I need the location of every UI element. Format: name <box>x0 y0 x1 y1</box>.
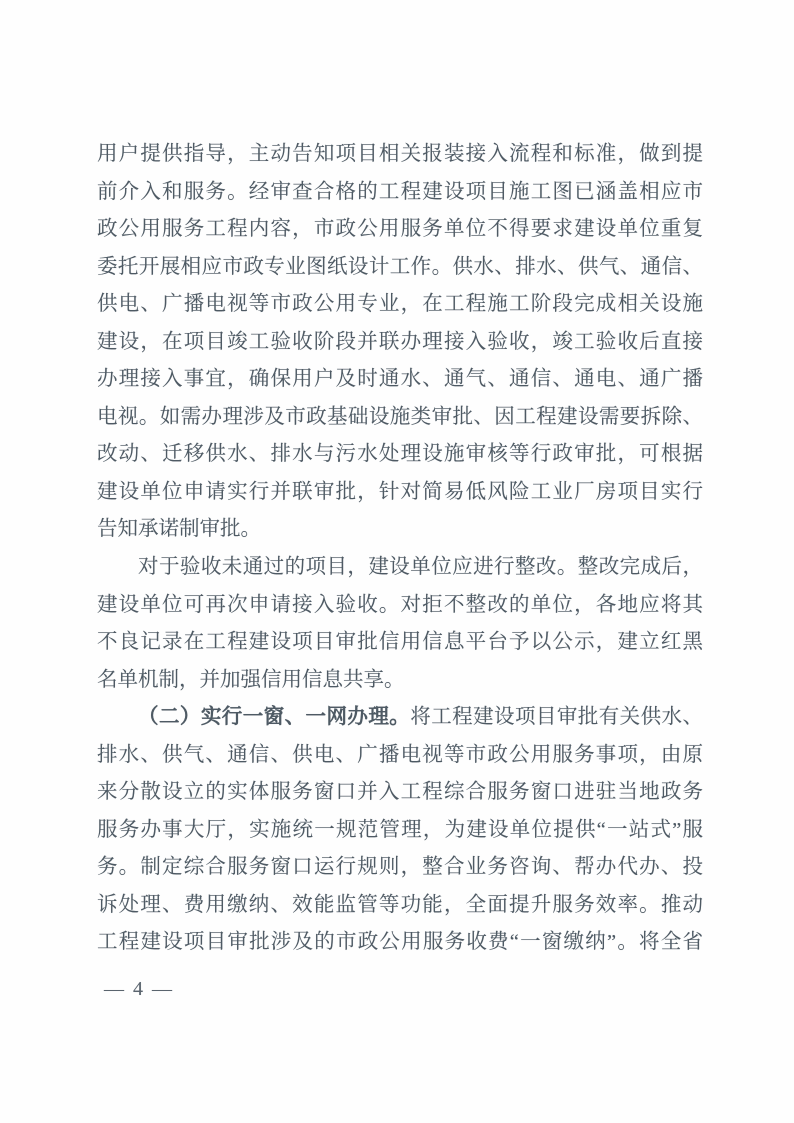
text-line: 前介入和服务。经审查合格的工程建设项目施工图已涵盖相应市 <box>97 180 703 203</box>
document-body <box>97 136 703 962</box>
text-line: 告知承诺制审批。 <box>97 518 261 541</box>
text-line: 对于验收未通过的项目，建设单位应进行整改。整改完成后， <box>138 556 703 579</box>
text-line <box>97 699 703 737</box>
text-line: 务。制定综合服务窗口运行规则，整合业务咨询、帮办代办、投 <box>97 856 703 879</box>
section-heading: （二）实行一窗、一网办理。 <box>138 706 411 729</box>
text-line: 建设单位可再次申请接入验收。对拒不整改的单位，各地应将其 <box>97 593 703 616</box>
text-line: 工程建设项目审批涉及的市政公用服务收费“一窗缴纳”。将全省 <box>97 931 703 954</box>
text-line: 来分散设立的实体服务窗口并入工程综合服务窗口进驻当地政务 <box>97 781 703 804</box>
text-line: 服务办事大厅，实施统一规范管理，为建设单位提供“一站式”服 <box>97 818 703 841</box>
text-line: 供电、广播电视等市政公用专业，在工程施工阶段完成相关设施 <box>97 293 703 316</box>
text-line: 电视。如需办理涉及市政基础设施类审批、因工程建设需要拆除、 <box>97 405 703 428</box>
text-line: 办理接入事宜，确保用户及时通水、通气、通信、通电、通广播 <box>97 368 703 391</box>
text-line: 诉处理、费用缴纳、效能监管等功能，全面提升服务效率。推动 <box>97 893 703 916</box>
text-line: 名单机制，并加强信用信息共享。 <box>97 668 405 691</box>
text-line: 建设，在项目竣工验收阶段并联办理接入验收，竣工验收后直接 <box>97 330 703 353</box>
text-line: 建设单位申请实行并联审批，针对简易低风险工业厂房项目实行 <box>97 480 703 503</box>
text-line: 排水、供气、通信、供电、广播电视等市政公用服务事项，由原 <box>97 743 703 766</box>
text-line: 委托开展相应市政专业图纸设计工作。供水、排水、供气、通信、 <box>97 255 703 278</box>
page-number: — 4 — <box>104 978 174 1000</box>
text-run: 将工程建设项目审批有关供水、 <box>410 706 703 729</box>
text-line: 用户提供指导，主动告知项目相关报装接入流程和标准，做到提 <box>97 143 703 165</box>
text-line: 不良记录在工程建设项目审批信用信息平台予以公示，建立红黑 <box>97 631 703 654</box>
text-line: 改动、迁移供水、排水与污水处理设施审核等行政审批，可根据 <box>97 443 703 466</box>
text-line: 政公用服务工程内容，市政公用服务单位不得要求建设单位重复 <box>97 218 703 241</box>
